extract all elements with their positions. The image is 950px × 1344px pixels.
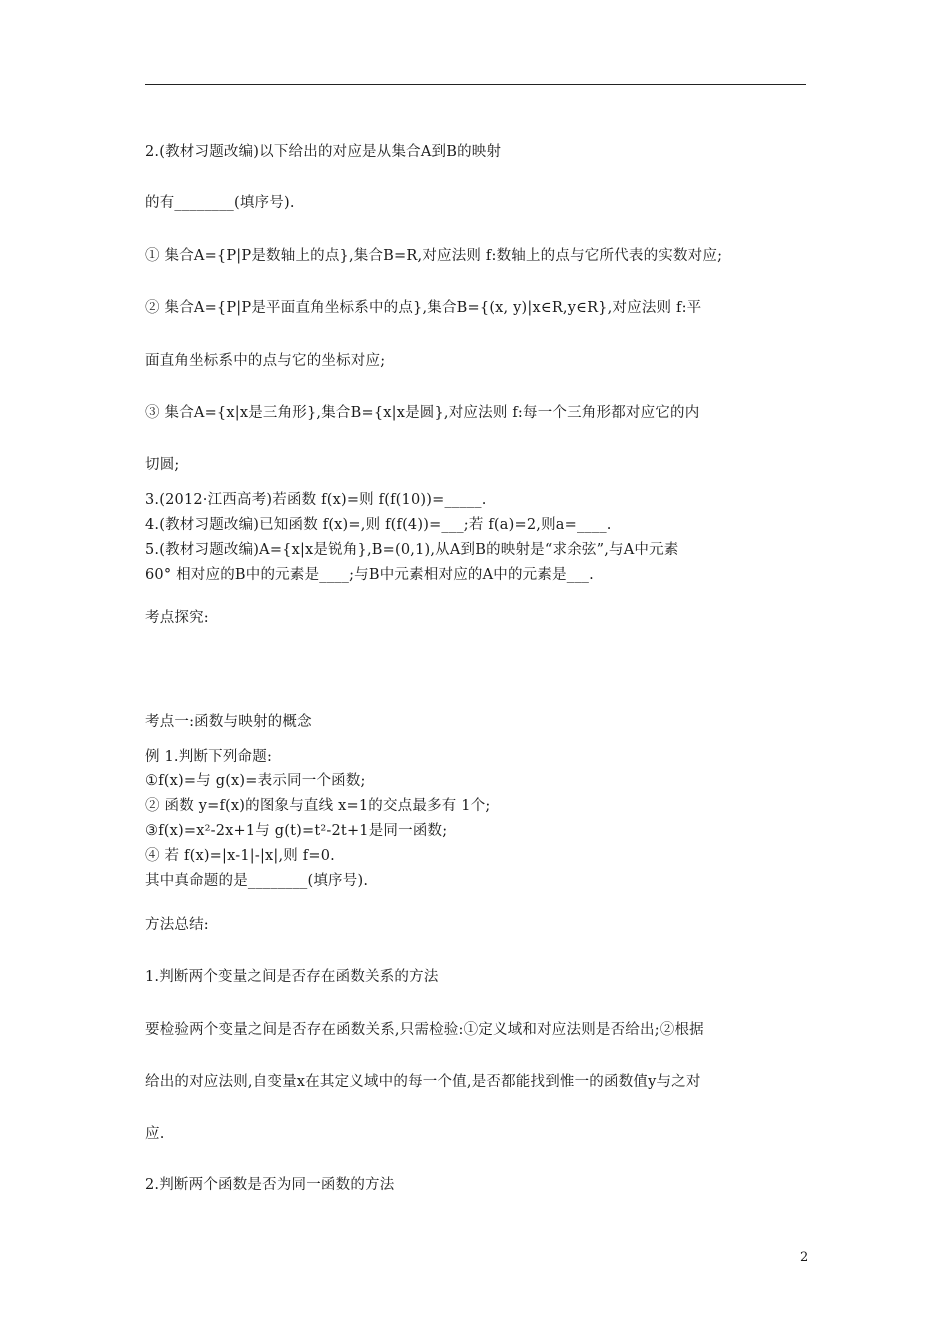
q2-option-3-line-1: ③ 集合A={x|x是三角形},集合B={x|x是圆},对应法则 f:每一个三角形都对应它的内: [145, 405, 700, 421]
q2-blank-line: 的有________(填序号).: [145, 195, 295, 211]
page-number: 2: [800, 1250, 809, 1265]
q2-option-2-line-1: ② 集合A={P|P是平面直角坐标系中的点},集合B={(x, y)|x∈R,y∈R},对应法则 f:平: [145, 300, 702, 316]
question-4: 4.(教材习题改编)已知函数 f(x)=,则 f(f(4))=___;若 f(a)=2,则a=____.: [145, 517, 612, 533]
method-1-text-line-3: 应.: [145, 1126, 165, 1142]
section-heading-explore: 考点探究:: [145, 610, 209, 626]
question-3: 3.(2012·江西高考)若函数 f(x)=则 f(f(10))=_____.: [145, 492, 487, 508]
q2-option-1: ① 集合A={P|P是数轴上的点},集合B=R,对应法则 f:数轴上的点与它所代表的实数对应;: [145, 248, 723, 264]
method-summary-heading: 方法总结:: [145, 917, 209, 933]
question-5-line-2: 60° 相对应的B中的元素是____;与B中元素相对应的A中的元素是___.: [145, 567, 594, 583]
example-1-answer-line: 其中真命题的是________(填序号).: [145, 873, 369, 889]
method-1-text-line-1: 要检验两个变量之间是否存在函数关系,只需检验:①定义域和对应法则是否给出;②根据: [145, 1022, 704, 1038]
example-1-item-1: ①f(x)=与 g(x)=表示同一个函数;: [145, 773, 366, 789]
example-1-title: 例 1.判断下列命题:: [145, 749, 273, 765]
example-1-item-2: ② 函数 y=f(x)的图象与直线 x=1的交点最多有 1个;: [145, 798, 491, 814]
example-1-item-3: ③f(x)=x²-2x+1与 g(t)=t²-2t+1是同一函数;: [145, 823, 448, 839]
question-5-line-1: 5.(教材习题改编)A={x|x是锐角},B=(0,1),从A到B的映射是“求余弦”,与A中元素: [145, 542, 679, 558]
method-1-title: 1.判断两个变量之间是否存在函数关系的方法: [145, 969, 439, 985]
q2-option-2-line-2: 面直角坐标系中的点与它的坐标对应;: [145, 353, 386, 369]
q2-title: 2.(教材习题改编)以下给出的对应是从集合A到B的映射: [145, 144, 502, 160]
method-1-text-line-2: 给出的对应法则,自变量x在其定义域中的每一个值,是否都能找到惟一的函数值y与之对: [145, 1074, 701, 1090]
example-1-item-4: ④ 若 f(x)=|x-1|-|x|,则 f=0.: [145, 848, 335, 864]
method-2-title: 2.判断两个函数是否为同一函数的方法: [145, 1177, 395, 1193]
header-rule: [145, 84, 806, 85]
key-point-1-heading: 考点一:函数与映射的概念: [145, 714, 312, 730]
q2-option-3-line-2: 切圆;: [145, 457, 180, 473]
